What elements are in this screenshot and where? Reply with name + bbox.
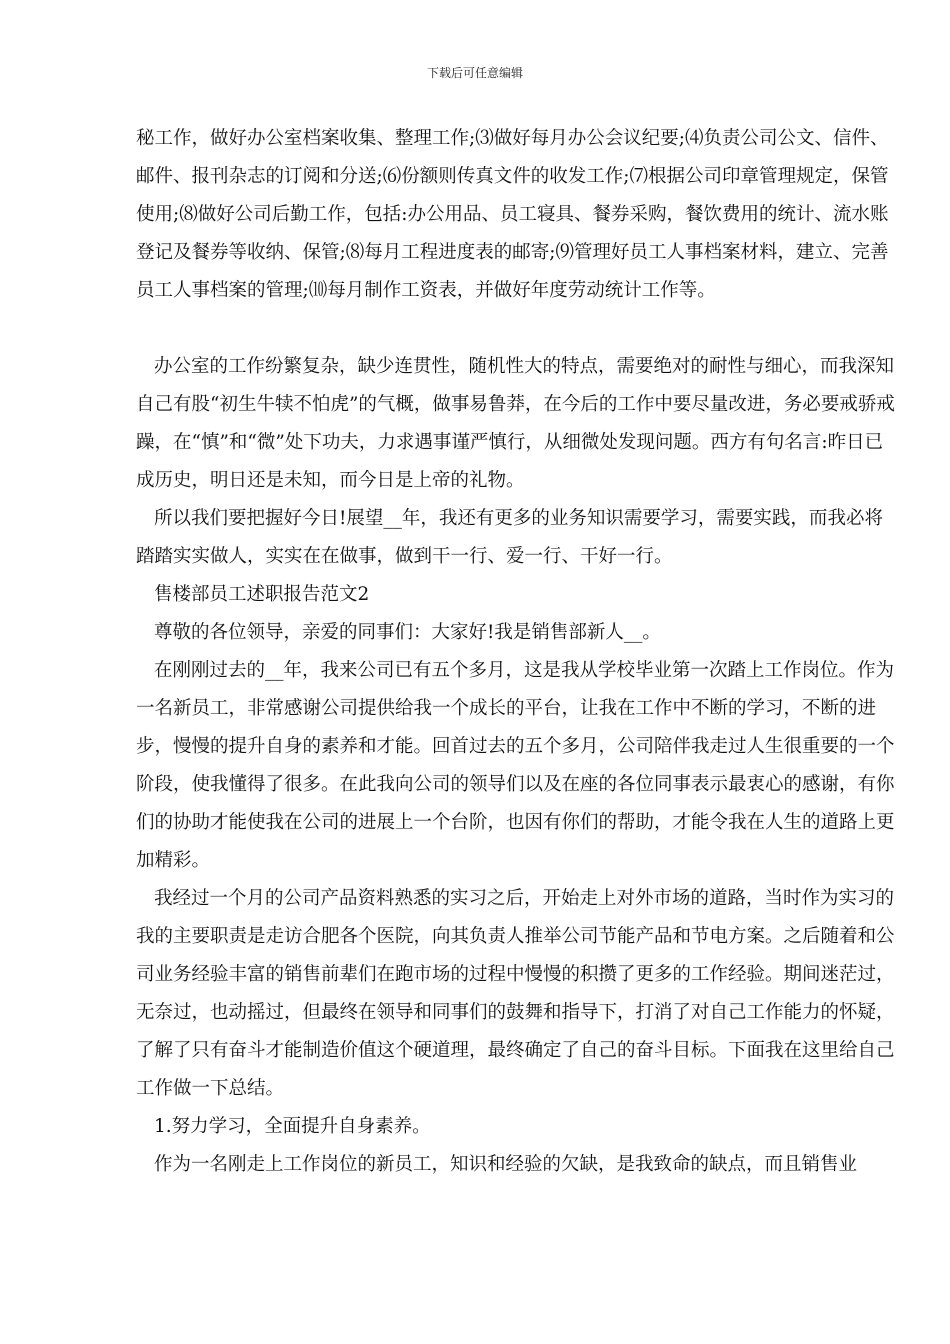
paragraph-office-work: 办公室的工作纷繁复杂，缺少连贯性，随机性大的特点，需要绝对的耐性与细心，而我深知自己有股“初生牛犊不怕虎”的气概，做事易鲁莽，在今后的工作中要尽量改进，务必要戒骄戒躁，在“慎”和“微”处下功夫，力求遇事谨严慎行，从细微处发现问题。西方有句名言:昨日已成历史，明日还是未知，而今日是上帝的礼物。 — [136, 356, 895, 491]
paragraph-thanks: 在刚刚过去的__年，我来公司已有五个多月，这是我从学校毕业第一次踏上工作岗位。作为一名新员工，非常感谢公司提供给我一个成长的平台，让我在工作中不断的学习，不断的进步，慢慢的提升自身的素养和才能。回首过去的五个多月，公司陪伴我走过人生很重要的一个阶段，使我懂得了很多。在此我向公司的领导们以及在座的各位同事表示最衷心的感谢，有你们的协助才能使我在公司的进展上一个台阶，也因有你们的帮助，才能令我在人生的道路上更加精彩。 — [136, 660, 895, 871]
paragraph-new-employee: 作为一名刚走上工作岗位的新员工，知识和经验的欠缺，是我致命的缺点，而且销售业 — [154, 1154, 858, 1175]
paragraph-duties: 秘工作，做好办公室档案收集、整理工作;⑶做好每月办公会议纪要;⑷负责公司公文、信件、邮件、报刊杂志的订阅和分送;⑹份额则传真文件的收发工作;⑺根据公司印章管理规定，保管使用;⑻做好公司后勤工作，包括:办公用品、员工寝具、餐券采购，餐饮费用的统计、流水账登记及餐券等收纳、保管;⑻每月工程进度表的邮寄;⑼管理好员工人事档案材料，建立、完善员工人事档案的管理;⑽每月制作工资表，并做好年度劳动统计工作等。 — [136, 128, 889, 301]
paragraph-outlook: 所以我们要把握好今日!展望__年，我还有更多的业务知识需要学习，需要实践，而我必将踏踏实实做人，实实在在做事，做到干一行、爱一行、干好一行。 — [136, 508, 883, 567]
section-title: 售楼部员工述职报告范文2 — [154, 584, 370, 605]
page-header: 下载后可任意编辑 — [426, 66, 523, 80]
numbered-heading: 1.努力学习，全面提升自身素养。 — [154, 1116, 431, 1137]
paragraph-greeting: 尊敬的各位领导，亲爱的同事们：大家好!我是销售部新人__。 — [154, 622, 661, 643]
document-body — [136, 120, 896, 1184]
paragraph-experience: 我经过一个月的公司产品资料熟悉的实习之后，开始走上对外市场的道路，当时作为实习的我的主要职责是走访合肥各个医院，向其负责人推举公司节能产品和节电方案。之后随着和公司业务经验丰富的销售前辈们在跑市场的过程中慢慢的积攒了更多的工作经验。期间迷茫过，无奈过，也动摇过，但最终在领导和同事们的鼓舞和指导下，打消了对自己工作能力的怀疑，了解了只有奋斗才能制造价值这个硬道理，最终确定了自己的奋斗目标。下面我在这里给自己工作做一下总结。 — [136, 888, 895, 1099]
